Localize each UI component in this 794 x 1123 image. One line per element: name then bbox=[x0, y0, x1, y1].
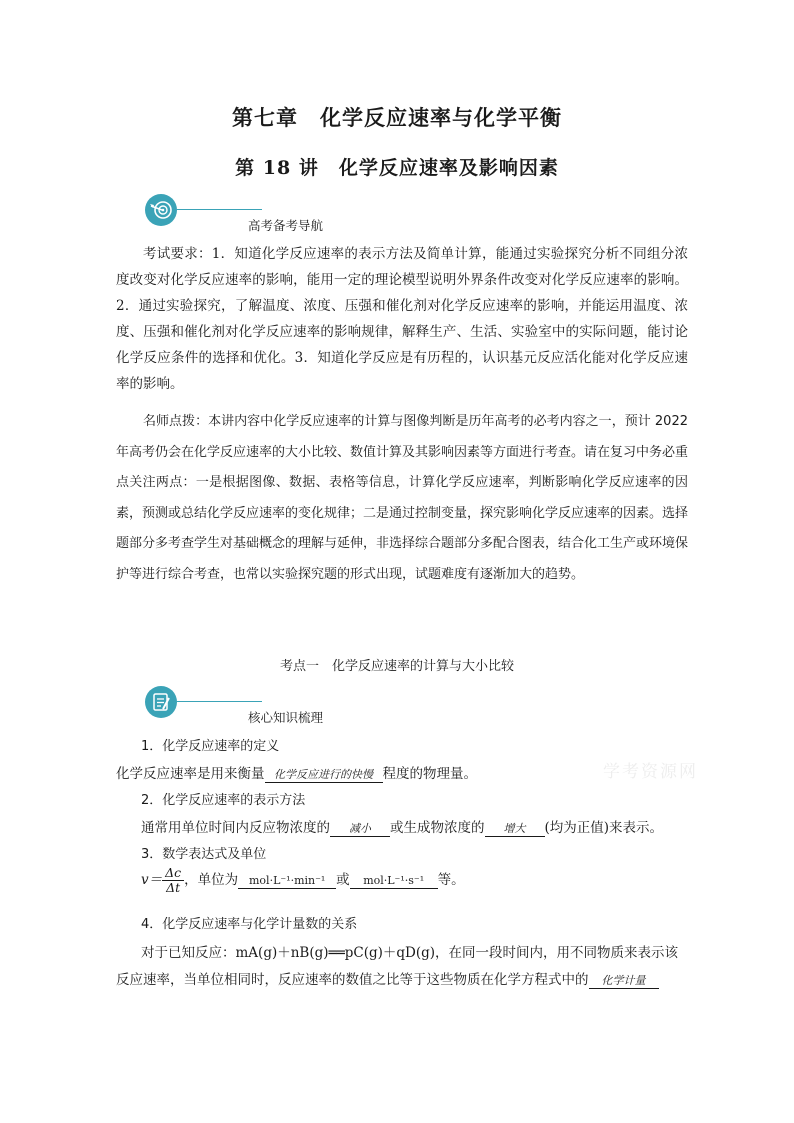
item-heading-1: 1．化学反应速率的定义 bbox=[141, 739, 280, 754]
notes-icon bbox=[145, 686, 177, 718]
item-heading-4: 4．化学反应速率与化学计量数的关系 bbox=[141, 917, 358, 932]
section-divider bbox=[177, 701, 262, 702]
answer-blank: 减小 bbox=[330, 821, 390, 837]
answer-blank: 化学反应进行的快慢 bbox=[265, 767, 383, 783]
answer-blank: mol·L⁻¹·s⁻¹ bbox=[350, 873, 438, 889]
answer-blank: 化学计量 bbox=[589, 973, 659, 989]
teacher-tips-paragraph: 名师点拨：本讲内容中化学反应速率的计算与图像判断是历年高考的必考内容之一，预计 2022 年高考仍会在化学反应速率的大小比较、数值计算及其影响因素等方面进行考查。请在复习中务必重点关注两点：一是根据图像、数据、表格等信息，计算化学反应速率，判断影响化学反应速率的因素，预测或总结化学反应速率的变化规律；二是通过控制变量，探究影响化学反应速率的因素。选择题部分多考查学生对基础概念的理解与延伸，非选择综合题部分多配合图表，结合化工生产或环境保护等进行综合考查，也常以实验探究题的形式出现，试题难度有逐渐加大的趋势。 bbox=[116, 414, 689, 582]
exam-requirements-paragraph: 考试要求：1．知道化学反应速率的表示方法及简单计算，能通过实验探究分析不同组分浓度改变对化学反应速率的影响，能用一定的理论模型说明外界条件改变对化学反应速率的影响。2．通过实验探究，了解温度、浓度、压强和催化剂对化学反应速率的影响，并能运用温度、浓度、压强和催化剂对化学反应速率的影响规律，解释生产、生活、实验室中的实际问题，能讨论化学反应条件的选择和优化。3．知道化学反应是有历程的，认识基元反应活化能对化学反应速率的影响。 bbox=[116, 246, 688, 392]
item-line-3: v＝ $\frac{\Delta c}{\Delta t}$ ，单位为 mol·L⁻¹·min⁻¹ 或 mol·L⁻¹·s⁻¹ 等。 bbox=[141, 865, 465, 895]
item-line-4: 对于已知反应：mA(g)＋nB(g)══pC(g)＋qD(g)，在同一段时间内，用不同物质来表示该 bbox=[141, 945, 679, 961]
item-line-2: 通常用单位时间内反应物浓度的 减小 或生成物浓度的 增大 (均为正值)来表示。 bbox=[141, 820, 664, 836]
target-icon bbox=[145, 194, 177, 226]
item-heading-2: 2．化学反应速率的表示方法 bbox=[141, 793, 306, 808]
answer-blank: 增大 bbox=[485, 821, 545, 837]
section-label-navigation: 高考备考导航 bbox=[248, 218, 324, 233]
kaodian-heading: 考点一 化学反应速率的计算与大小比较 bbox=[279, 659, 514, 674]
lecture-title: 第 18 讲 化学反应速率及影响因素 bbox=[235, 157, 559, 179]
answer-blank: mol·L⁻¹·min⁻¹ bbox=[238, 873, 336, 889]
rate-fraction: $\frac{\Delta c}{\Delta t}$ bbox=[162, 866, 184, 895]
watermark: 学考资源网 bbox=[603, 762, 698, 782]
item-line-1: 化学反应速率是用来衡量 化学反应进行的快慢 程度的物理量。 bbox=[116, 766, 477, 782]
chapter-title: 第七章 化学反应速率与化学平衡 bbox=[232, 106, 562, 130]
section-divider bbox=[177, 209, 262, 210]
item-line-5: 反应速率，当单位相同时，反应速率的数值之比等于这些物质在化学方程式中的 化学计量 bbox=[116, 968, 659, 989]
item-heading-3: 3．数学表达式及单位 bbox=[141, 847, 267, 862]
section-label-core-knowledge: 核心知识梳理 bbox=[248, 710, 324, 725]
